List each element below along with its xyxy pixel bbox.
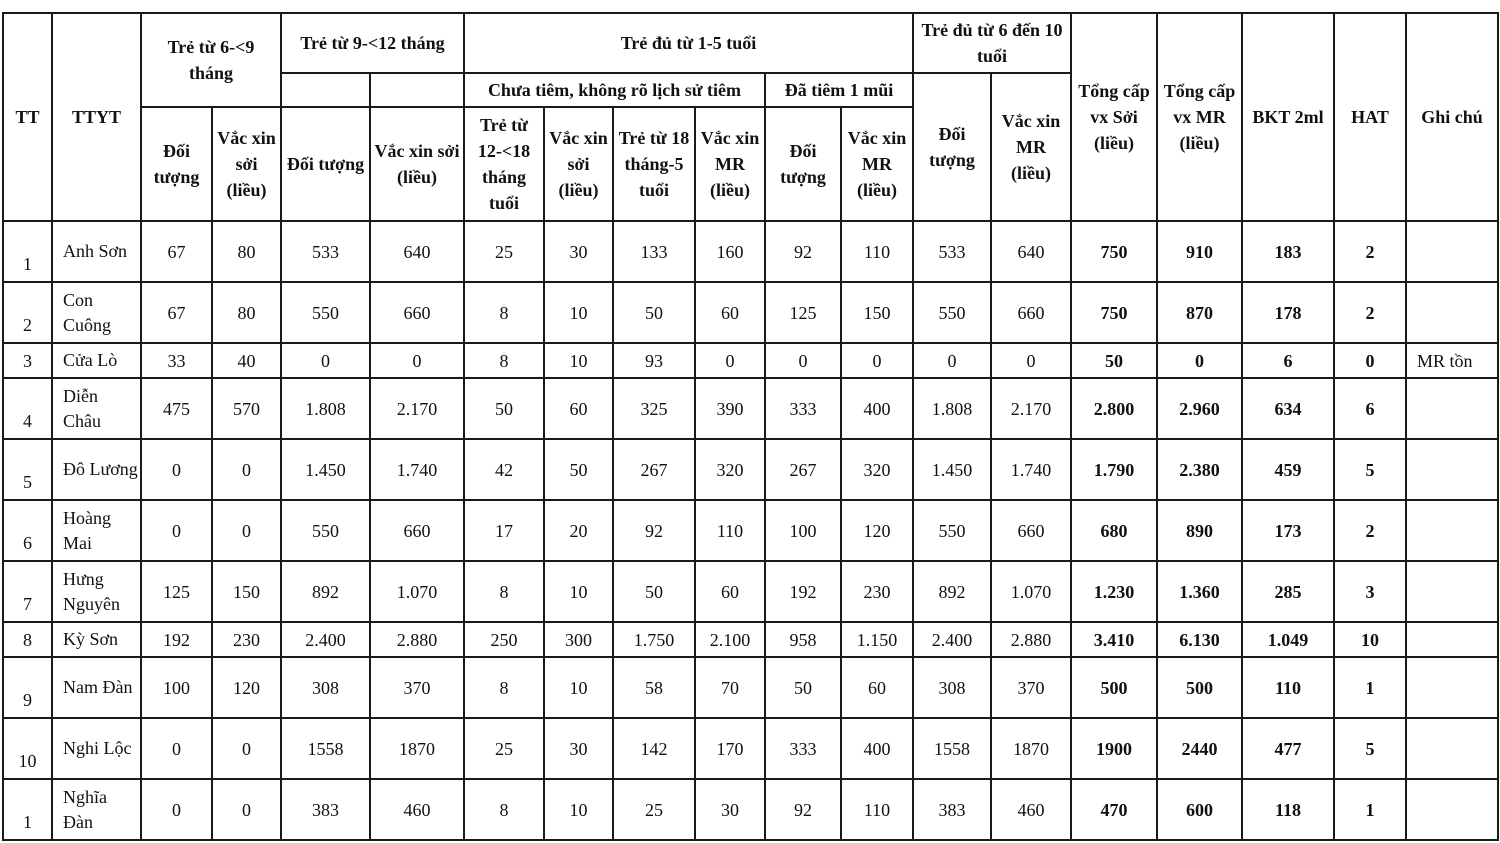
header-unvaccinated: Chưa tiêm, không rõ lịch sử tiêm — [464, 73, 765, 107]
table-cell: 125 — [141, 561, 212, 622]
table-cell: 80 — [212, 221, 281, 282]
table-cell: 1 — [1334, 657, 1406, 718]
table-cell: 570 — [212, 378, 281, 439]
header-group-6-9-months: Trẻ từ 6-<9 tháng — [141, 13, 281, 107]
header-12-18-months: Trẻ từ 12-<18 tháng tuổi — [464, 107, 544, 221]
table-cell: Anh Sơn — [52, 221, 141, 282]
table-cell: 1.790 — [1071, 439, 1157, 500]
table-cell: 390 — [695, 378, 765, 439]
table-cell: 6.130 — [1157, 622, 1242, 657]
table-cell: 10 — [544, 282, 613, 343]
table-cell: Hưng Nguyên — [52, 561, 141, 622]
table-cell: 660 — [370, 282, 464, 343]
header-mr-doses-6-10: Vắc xin MR (liều) — [991, 73, 1071, 221]
table-row — [3, 500, 1498, 561]
table-cell: 80 — [212, 282, 281, 343]
table-row — [3, 622, 1498, 657]
table-cell: 2.380 — [1157, 439, 1242, 500]
table-cell: Nghi Lộc — [52, 718, 141, 779]
table-cell: 42 — [464, 439, 544, 500]
table-cell: 383 — [281, 779, 370, 840]
table-cell: 10 — [3, 718, 52, 779]
table-cell: 0 — [212, 779, 281, 840]
table-cell: 25 — [613, 779, 695, 840]
table-cell: 1.360 — [1157, 561, 1242, 622]
table-cell: 2 — [1334, 221, 1406, 282]
table-cell: 30 — [544, 718, 613, 779]
table-cell: 0 — [212, 500, 281, 561]
table-cell: 8 — [3, 622, 52, 657]
table-cell: 150 — [212, 561, 281, 622]
table-cell: 100 — [765, 500, 841, 561]
table-cell: 640 — [370, 221, 464, 282]
table-cell: 1870 — [991, 718, 1071, 779]
header-measles-doses: Vắc xin sởi (liều) — [370, 107, 464, 221]
table-cell: 20 — [544, 500, 613, 561]
table-cell: 30 — [695, 779, 765, 840]
table-cell: 110 — [695, 500, 765, 561]
table-cell: 267 — [765, 439, 841, 500]
table-cell: 892 — [281, 561, 370, 622]
table-cell: 6 — [1242, 343, 1334, 378]
table-cell: 370 — [370, 657, 464, 718]
table-cell: 325 — [613, 378, 695, 439]
table-cell: 10 — [544, 657, 613, 718]
table-cell: 459 — [1242, 439, 1334, 500]
table-cell: 60 — [695, 282, 765, 343]
table-cell: 5 — [1334, 718, 1406, 779]
header-blank — [281, 73, 370, 107]
table-cell: 477 — [1242, 718, 1334, 779]
table-cell: 550 — [913, 500, 991, 561]
table-cell: 308 — [281, 657, 370, 718]
table-cell: 2 — [1334, 282, 1406, 343]
table-cell: 2.400 — [913, 622, 991, 657]
table-cell — [1406, 221, 1498, 282]
table-cell: 92 — [613, 500, 695, 561]
table-cell: 660 — [370, 500, 464, 561]
table-cell: Con Cuông — [52, 282, 141, 343]
table-cell: 2.170 — [370, 378, 464, 439]
table-cell: Diễn Châu — [52, 378, 141, 439]
table-cell: 230 — [841, 561, 913, 622]
table-cell: 1900 — [1071, 718, 1157, 779]
table-cell: 6 — [3, 500, 52, 561]
table-cell: Đô Lương — [52, 439, 141, 500]
table-cell: 142 — [613, 718, 695, 779]
table-cell: 7 — [3, 561, 52, 622]
table-cell: 892 — [913, 561, 991, 622]
table-cell: 0 — [141, 439, 212, 500]
table-cell: 1.150 — [841, 622, 913, 657]
table-cell: 1 — [3, 779, 52, 840]
table-body — [3, 221, 1498, 840]
table-cell: 60 — [695, 561, 765, 622]
table-cell: 8 — [464, 779, 544, 840]
table-cell: 50 — [464, 378, 544, 439]
table-cell: 118 — [1242, 779, 1334, 840]
table-cell — [1406, 282, 1498, 343]
table-cell: 958 — [765, 622, 841, 657]
table-cell: 10 — [544, 561, 613, 622]
header-subjects: Đối tượng — [765, 107, 841, 221]
table-cell: 50 — [544, 439, 613, 500]
table-cell: 5 — [1334, 439, 1406, 500]
header-note: Ghi chú — [1406, 13, 1498, 221]
table-cell: 1 — [1334, 779, 1406, 840]
table-cell: 550 — [281, 500, 370, 561]
table-row — [3, 779, 1498, 840]
table-cell: 2.960 — [1157, 378, 1242, 439]
table-cell: 0 — [1334, 343, 1406, 378]
table-cell: 0 — [141, 500, 212, 561]
header-hat: HAT — [1334, 13, 1406, 221]
table-cell: 1.808 — [281, 378, 370, 439]
table-cell — [1406, 439, 1498, 500]
table-cell: 600 — [1157, 779, 1242, 840]
vaccine-allocation-table — [2, 12, 1499, 841]
table-cell: 680 — [1071, 500, 1157, 561]
header-measles-doses: Vắc xin sởi (liều) — [544, 107, 613, 221]
table-cell: 50 — [613, 561, 695, 622]
table-cell: Nghĩa Đàn — [52, 779, 141, 840]
header-one-dose: Đã tiêm 1 mũi — [765, 73, 913, 107]
header-mr-doses: Vắc xin MR (liều) — [841, 107, 913, 221]
header-group-9-12-months: Trẻ từ 9-<12 tháng — [281, 13, 464, 73]
table-cell: 533 — [913, 221, 991, 282]
table-cell: 192 — [765, 561, 841, 622]
table-cell: 25 — [464, 221, 544, 282]
table-cell: 70 — [695, 657, 765, 718]
header-18m-5y: Trẻ từ 18 tháng-5 tuổi — [613, 107, 695, 221]
table-cell: 320 — [695, 439, 765, 500]
table-cell: 10 — [1334, 622, 1406, 657]
table-cell: 192 — [141, 622, 212, 657]
table-cell: 0 — [1157, 343, 1242, 378]
table-cell: 308 — [913, 657, 991, 718]
table-cell: 475 — [141, 378, 212, 439]
table-cell: 460 — [370, 779, 464, 840]
table-cell: 1.740 — [991, 439, 1071, 500]
table-cell: 4 — [3, 378, 52, 439]
table-cell: 0 — [841, 343, 913, 378]
table-cell: 910 — [1157, 221, 1242, 282]
table-row — [3, 282, 1498, 343]
table-cell: 60 — [544, 378, 613, 439]
table-cell: 50 — [1071, 343, 1157, 378]
table-cell: 92 — [765, 779, 841, 840]
table-cell: 2.400 — [281, 622, 370, 657]
table-cell — [1406, 378, 1498, 439]
table-row — [3, 561, 1498, 622]
table-row — [3, 221, 1498, 282]
table-cell: 183 — [1242, 221, 1334, 282]
table-cell: 110 — [1242, 657, 1334, 718]
header-total-mr: Tổng cấp vx MR (liều) — [1157, 13, 1242, 221]
table-cell: 3.410 — [1071, 622, 1157, 657]
table-cell: 2 — [3, 282, 52, 343]
table-cell: 383 — [913, 779, 991, 840]
table-cell: 2440 — [1157, 718, 1242, 779]
table-cell: 120 — [841, 500, 913, 561]
table-cell: 1.740 — [370, 439, 464, 500]
table-cell: 6 — [1334, 378, 1406, 439]
table-cell: 10 — [544, 779, 613, 840]
table-cell: 2.800 — [1071, 378, 1157, 439]
table-cell: 0 — [370, 343, 464, 378]
table-cell: 10 — [544, 343, 613, 378]
table-cell: Kỳ Sơn — [52, 622, 141, 657]
table-cell: 550 — [913, 282, 991, 343]
table-cell — [1406, 561, 1498, 622]
table-cell: 500 — [1157, 657, 1242, 718]
table-cell: 550 — [281, 282, 370, 343]
table-cell: 50 — [613, 282, 695, 343]
table-cell: 17 — [464, 500, 544, 561]
table-cell: 67 — [141, 221, 212, 282]
table-cell: 160 — [695, 221, 765, 282]
table-row — [3, 657, 1498, 718]
table-cell: 333 — [765, 718, 841, 779]
table-cell: 110 — [841, 779, 913, 840]
table-cell: 230 — [212, 622, 281, 657]
table-cell: 58 — [613, 657, 695, 718]
table-cell: 890 — [1157, 500, 1242, 561]
table-cell: 133 — [613, 221, 695, 282]
table-cell: 2 — [1334, 500, 1406, 561]
header-measles-doses: Vắc xin sởi (liều) — [212, 107, 281, 221]
table-cell: 400 — [841, 378, 913, 439]
table-cell: 92 — [765, 221, 841, 282]
table-cell: 0 — [141, 718, 212, 779]
table-cell: MR tồn — [1406, 343, 1498, 378]
table-cell: 2.880 — [370, 622, 464, 657]
table-cell: 1.450 — [913, 439, 991, 500]
table-cell: 660 — [991, 282, 1071, 343]
table-cell — [1406, 500, 1498, 561]
table-cell: 170 — [695, 718, 765, 779]
table-cell: 1558 — [913, 718, 991, 779]
table-cell: 370 — [991, 657, 1071, 718]
table-cell: 250 — [464, 622, 544, 657]
table-cell: 120 — [212, 657, 281, 718]
table-row — [3, 718, 1498, 779]
table-cell: 8 — [464, 343, 544, 378]
table-cell: 0 — [765, 343, 841, 378]
table-cell: 300 — [544, 622, 613, 657]
table-cell: 110 — [841, 221, 913, 282]
table-cell: 178 — [1242, 282, 1334, 343]
table-cell: Hoàng Mai — [52, 500, 141, 561]
table-cell: 25 — [464, 718, 544, 779]
header-subjects-6-10: Đối tượng — [913, 73, 991, 221]
table-cell: 100 — [141, 657, 212, 718]
header-blank — [370, 73, 464, 107]
table-cell: 0 — [281, 343, 370, 378]
table-cell: 1.450 — [281, 439, 370, 500]
table-cell: 0 — [212, 439, 281, 500]
table-cell: 60 — [841, 657, 913, 718]
table-cell: 2.880 — [991, 622, 1071, 657]
header-group-1-5-years: Trẻ đủ từ 1-5 tuổi — [464, 13, 913, 73]
table-cell: 500 — [1071, 657, 1157, 718]
table-cell: 1.049 — [1242, 622, 1334, 657]
table-cell: Nam Đàn — [52, 657, 141, 718]
table-cell: 333 — [765, 378, 841, 439]
table-cell: 5 — [3, 439, 52, 500]
header-tt: TT — [3, 13, 52, 221]
table-cell: 1558 — [281, 718, 370, 779]
table-cell: 8 — [464, 657, 544, 718]
table-cell: 2.100 — [695, 622, 765, 657]
table-cell: 320 — [841, 439, 913, 500]
table-cell: 8 — [464, 282, 544, 343]
table-cell: 2.170 — [991, 378, 1071, 439]
table-cell: 870 — [1157, 282, 1242, 343]
table-cell: 0 — [913, 343, 991, 378]
table-row — [3, 343, 1498, 378]
table-cell — [1406, 718, 1498, 779]
table-cell: 750 — [1071, 221, 1157, 282]
table-cell: 1.230 — [1071, 561, 1157, 622]
header-total-measles: Tổng cấp vx Sởi (liều) — [1071, 13, 1157, 221]
header-ttyt: TTYT — [52, 13, 141, 221]
table-cell: 40 — [212, 343, 281, 378]
table-cell: 0 — [991, 343, 1071, 378]
table-cell: 0 — [695, 343, 765, 378]
table-cell: 460 — [991, 779, 1071, 840]
table-cell — [1406, 657, 1498, 718]
header-subjects: Đối tượng — [141, 107, 212, 221]
table-cell: 533 — [281, 221, 370, 282]
header-bkt: BKT 2ml — [1242, 13, 1334, 221]
table-cell: 93 — [613, 343, 695, 378]
table-header — [3, 13, 1498, 221]
table-cell: 470 — [1071, 779, 1157, 840]
table-cell: 285 — [1242, 561, 1334, 622]
table-cell: 634 — [1242, 378, 1334, 439]
table-cell: 400 — [841, 718, 913, 779]
table-cell: 3 — [3, 343, 52, 378]
table-cell: 750 — [1071, 282, 1157, 343]
table-cell: 660 — [991, 500, 1071, 561]
table-cell: 9 — [3, 657, 52, 718]
table-cell: Cửa Lò — [52, 343, 141, 378]
table-row — [3, 378, 1498, 439]
table-cell: 8 — [464, 561, 544, 622]
header-subjects: Đối tượng — [281, 107, 370, 221]
table-cell: 125 — [765, 282, 841, 343]
table-cell: 640 — [991, 221, 1071, 282]
table-cell: 150 — [841, 282, 913, 343]
table-cell: 1.070 — [370, 561, 464, 622]
table-cell: 3 — [1334, 561, 1406, 622]
table-cell: 1.070 — [991, 561, 1071, 622]
table-cell: 30 — [544, 221, 613, 282]
table-cell — [1406, 779, 1498, 840]
table-cell — [1406, 622, 1498, 657]
table-cell: 0 — [212, 718, 281, 779]
table-cell: 50 — [765, 657, 841, 718]
table-cell: 1 — [3, 221, 52, 282]
header-mr-doses: Vắc xin MR (liều) — [695, 107, 765, 221]
table-cell: 267 — [613, 439, 695, 500]
table-cell: 1.750 — [613, 622, 695, 657]
table-cell: 1870 — [370, 718, 464, 779]
table-cell: 1.808 — [913, 378, 991, 439]
table-cell: 0 — [141, 779, 212, 840]
table-cell: 33 — [141, 343, 212, 378]
table-cell: 67 — [141, 282, 212, 343]
table-cell: 173 — [1242, 500, 1334, 561]
table-row — [3, 439, 1498, 500]
header-group-6-10-years: Trẻ đủ từ 6 đến 10 tuổi — [913, 13, 1071, 73]
